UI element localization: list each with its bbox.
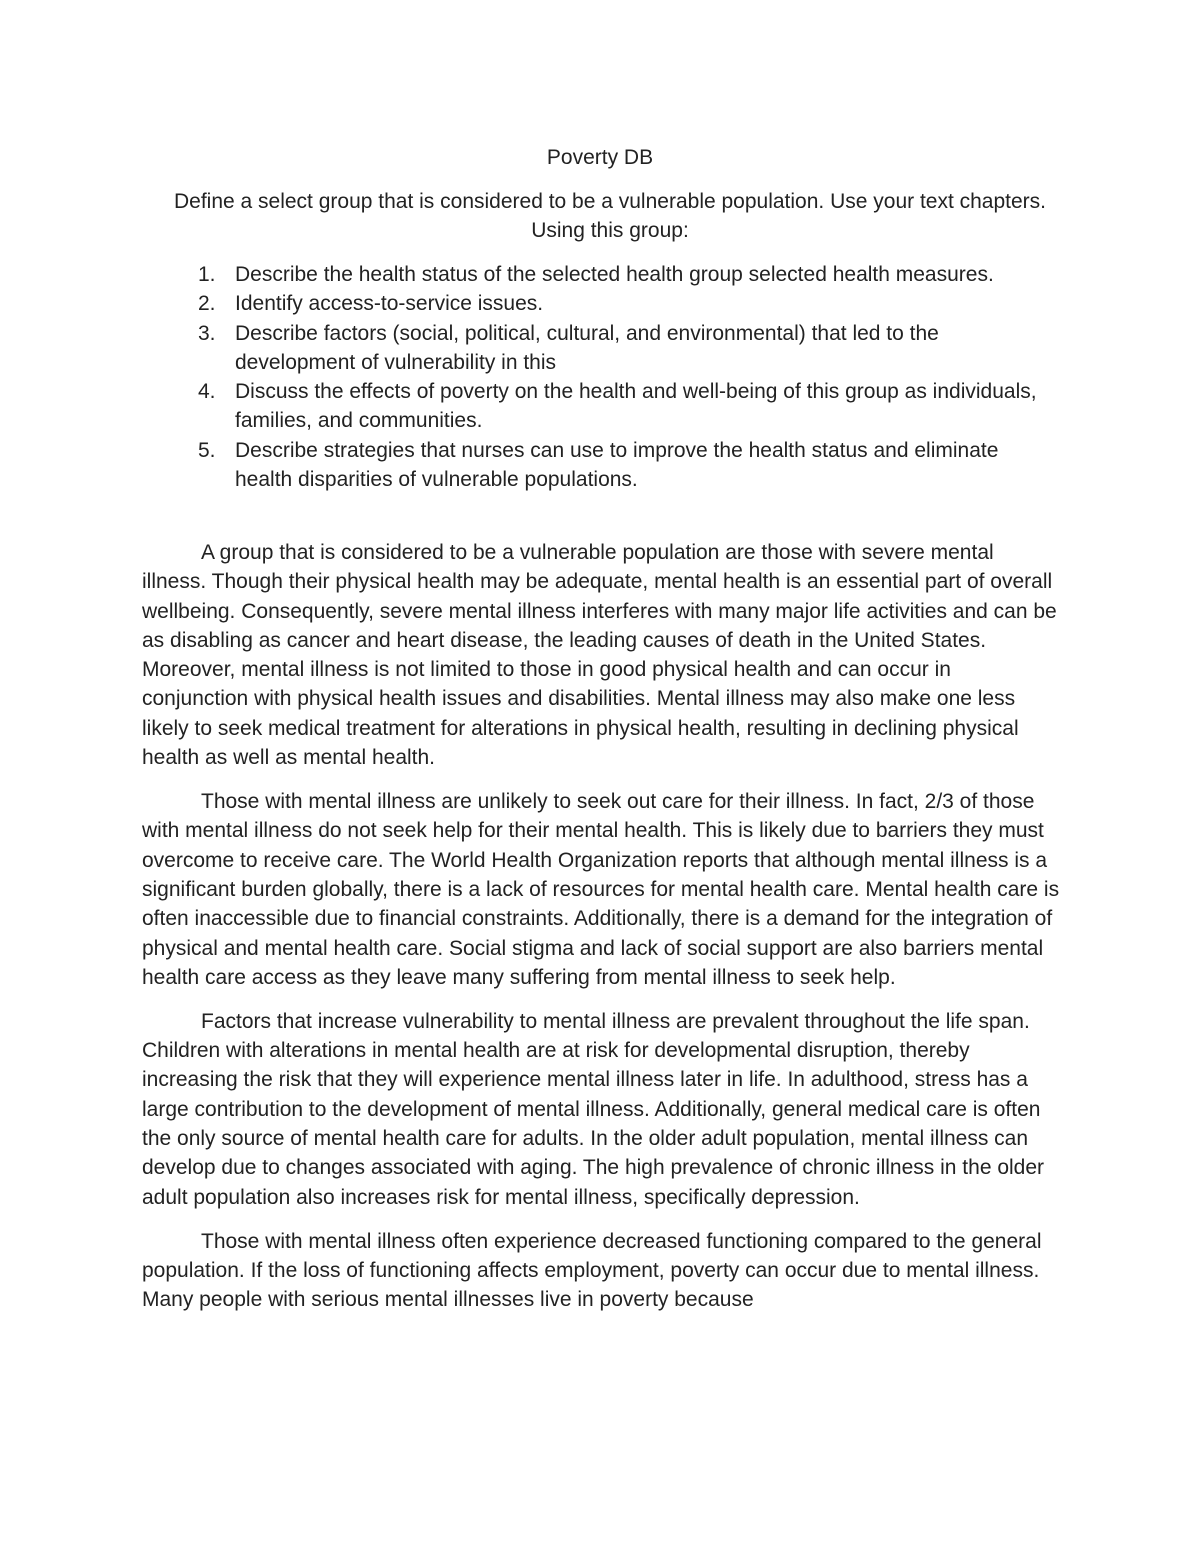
list-item: [142, 289, 1060, 318]
list-item: [142, 260, 1060, 289]
list-item-number: 4.: [198, 380, 216, 404]
list-item-text: Identify access-to-service issues.: [235, 292, 544, 316]
essay-body: [142, 538, 1062, 1329]
list-item-text: Discuss the effects of poverty on the health and well-being of this group as individuals, families, and communities.: [235, 380, 1037, 433]
list-item: [142, 377, 1060, 436]
list-item-text: Describe the health status of the selected health group selected health measures.: [235, 263, 994, 286]
list-item: [142, 319, 1060, 378]
list-item-number: 2.: [198, 292, 216, 316]
document-title: Poverty DB: [546, 146, 654, 169]
body-paragraph: Those with mental illness are unlikely to seek out care for their illness. In fact, 2/3 of those with mental illness do not seek help for their mental health. This is likely due to barriers they must overcome to receive care. The World Health Organization reports that although mental illness is a significant burden globally, there is a lack of resources for mental health care. Mental health care is often inaccessible due to financial constraints. Additionally, there is a demand for the integration of physical and mental health care. Social stigma and lack of social support are also barriers mental health care access as they leave many suffering from mental illness to seek help.: [142, 790, 1060, 989]
list-item-number: 3.: [198, 321, 216, 345]
list-item-text: Describe factors (social, political, cultural, and environmental) that led to the development of vulnerability in this: [235, 321, 939, 374]
task-list: [142, 260, 1060, 494]
list-item: [142, 436, 1060, 495]
body-paragraph: A group that is considered to be a vulnerable population are those with severe mental illness. Though their physical health may be adequate, mental health is an essential part of overall wellbeing. Consequently, severe mental illness interferes with many major life activities and can be as disabling as cancer and heart disease, the leading causes of death in the United States. Moreover, mental illness is not limited to those in good physical health and can occur in conjunction with physical health issues and disabilities. Mental illness may also make one less likely to seek medical treatment for alterations in physical health, resulting in declining physical health as well as mental health.: [142, 541, 1057, 770]
list-item-number: 1.: [198, 263, 216, 286]
body-paragraph: Factors that increase vulnerability to mental illness are prevalent throughout the life span. Children with alterations in mental health are at risk for developmental disruption, thereby increasing the risk that they will experience mental illness later in life. In adulthood, stress has a large contribution to the development of mental illness. Additionally, general medical care is often the only source of mental health care for adults. In the older adult population, mental illness can develop due to changes associated with aging. The high prevalence of chronic illness in the older adult population also increases risk for mental illness, specifically depression.: [142, 1009, 1045, 1209]
assignment-prompt: Define a select group that is considered to be a vulnerable population. Use your text chapters. Using this group:: [173, 190, 1047, 242]
body-paragraph: Those with mental illness often experience decreased functioning compared to the general population. If the loss of functioning affects employment, poverty can occur due to mental illness. Many people with serious mental illnesses live in poverty because: [142, 1229, 1042, 1312]
list-item-text: Describe strategies that nurses can use to improve the health status and eliminate health disparities of vulnerable populations.: [235, 438, 999, 492]
list-item-number: 5.: [198, 438, 216, 462]
